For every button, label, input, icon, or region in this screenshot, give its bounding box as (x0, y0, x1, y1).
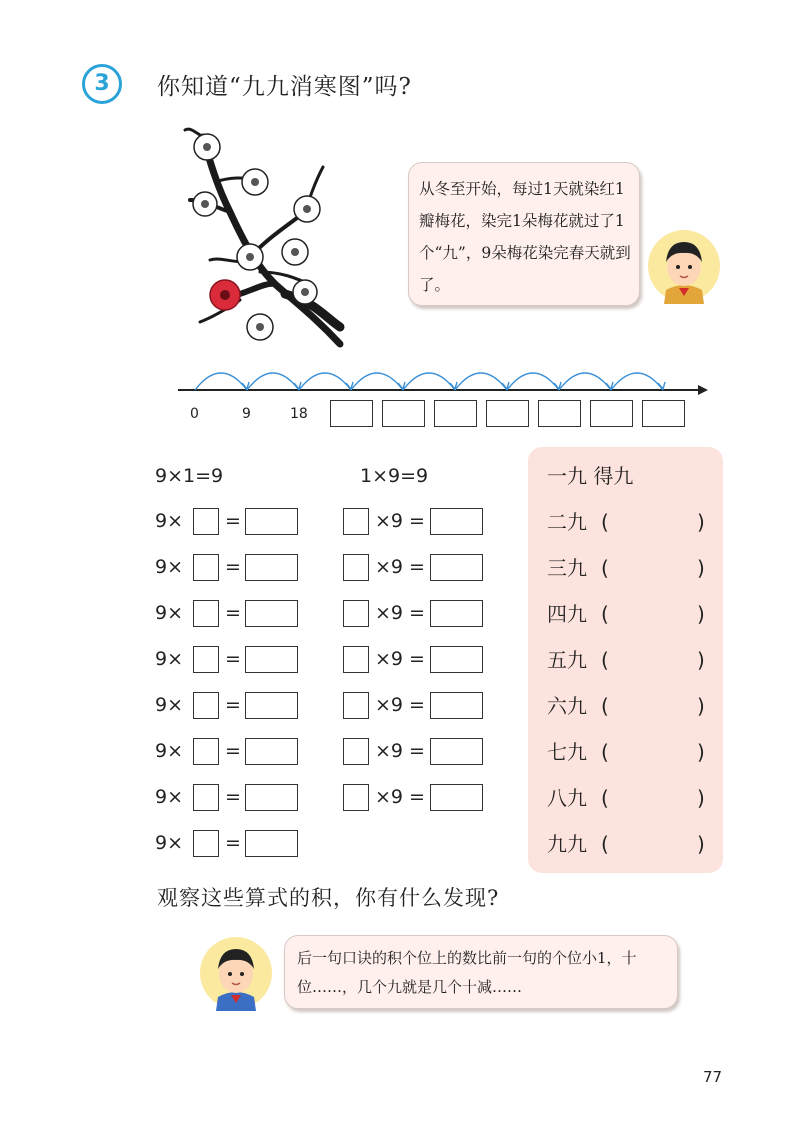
product-blank[interactable] (430, 554, 483, 581)
jump-arc (247, 373, 299, 390)
multiplier-blank[interactable] (193, 508, 219, 535)
number-line-blank[interactable] (382, 400, 425, 427)
open-paren: ( (601, 786, 609, 810)
product-blank[interactable] (245, 600, 298, 627)
close-paren: ) (697, 694, 705, 718)
equals-sign: = (409, 786, 425, 808)
equals-sign: = (409, 694, 425, 716)
number-line-blank[interactable] (434, 400, 477, 427)
number-line-blank[interactable] (642, 400, 685, 427)
rhyme-line-label: 三九 (547, 556, 587, 580)
product-blank[interactable] (245, 738, 298, 765)
jump-arc (195, 373, 247, 390)
equation-prefix: 9× (155, 648, 184, 670)
hint-text-bottom: 后一句口诀的积个位上的数比前一句的个位小1，十位……，几个九就是几个十减…… (297, 949, 637, 996)
product-blank[interactable] (245, 692, 298, 719)
jump-arc (507, 373, 559, 390)
product-blank[interactable] (430, 600, 483, 627)
plum-blossom-illustration (155, 112, 355, 352)
equals-sign: = (225, 602, 241, 624)
equation-prefix: 9× (155, 786, 184, 808)
equals-sign: = (409, 740, 425, 762)
multiplier-blank[interactable] (193, 600, 219, 627)
open-paren: ( (601, 510, 609, 534)
jump-arc (403, 373, 455, 390)
equals-sign: = (225, 648, 241, 670)
open-paren: ( (601, 556, 609, 580)
page-number: 77 (703, 1068, 723, 1086)
jump-arc (611, 373, 663, 390)
multiplicand-blank[interactable] (343, 738, 369, 765)
equation-prefix: 9× (155, 832, 184, 854)
equals-sign: = (225, 510, 241, 532)
product-blank[interactable] (430, 692, 483, 719)
equals-sign: = (225, 694, 241, 716)
product-blank[interactable] (245, 554, 298, 581)
equals-sign: = (409, 648, 425, 670)
equation-1x9: 1×9=9 (360, 465, 429, 487)
rhyme-line-label: 二九 (547, 510, 587, 534)
product-blank[interactable] (430, 508, 483, 535)
equation-suffix: ×9 (375, 786, 404, 808)
rhyme-line-label: 九九 (547, 832, 587, 856)
equation-suffix: ×9 (375, 510, 404, 532)
close-paren: ) (697, 786, 705, 810)
product-blank[interactable] (245, 784, 298, 811)
rhyme-line-first: 一九 得九 (547, 464, 634, 488)
open-paren: ( (601, 602, 609, 626)
number-line-blank[interactable] (486, 400, 529, 427)
close-paren: ) (697, 832, 705, 856)
observe-question: 观察这些算式的积，你有什么发现? (157, 886, 500, 910)
hint-text-top: 从冬至开始，每过1天就染红1瓣梅花，染完1朵梅花就过了1个“九”，9朵梅花染完春天就到了。 (419, 180, 631, 294)
equals-sign: = (225, 786, 241, 808)
product-blank[interactable] (430, 784, 483, 811)
number-line-blank[interactable] (590, 400, 633, 427)
close-paren: ) (697, 740, 705, 764)
number-line-blank[interactable] (538, 400, 581, 427)
tick-label-18: 18 (290, 406, 308, 422)
equation-suffix: ×9 (375, 694, 404, 716)
equation-suffix: ×9 (375, 602, 404, 624)
equals-sign: = (225, 832, 241, 854)
multiplicand-blank[interactable] (343, 646, 369, 673)
multiplicand-blank[interactable] (343, 692, 369, 719)
equals-sign: = (225, 556, 241, 578)
multiplicand-blank[interactable] (343, 554, 369, 581)
product-blank[interactable] (430, 646, 483, 673)
question-number-badge: 3 (82, 64, 122, 104)
multiplier-blank[interactable] (193, 692, 219, 719)
close-paren: ) (697, 648, 705, 672)
equals-sign: = (225, 740, 241, 762)
open-paren: ( (601, 694, 609, 718)
equation-prefix: 9× (155, 510, 184, 532)
open-paren: ( (601, 648, 609, 672)
open-paren: ( (601, 740, 609, 764)
close-paren: ) (697, 556, 705, 580)
close-paren: ) (697, 510, 705, 534)
product-blank[interactable] (245, 508, 298, 535)
open-paren: ( (601, 832, 609, 856)
equation-suffix: ×9 (375, 740, 404, 762)
equation-suffix: ×9 (375, 556, 404, 578)
equation-prefix: 9× (155, 556, 184, 578)
equation-prefix: 9× (155, 602, 184, 624)
boy-avatar-top (648, 228, 720, 304)
rhyme-line-label: 六九 (547, 694, 587, 718)
equals-sign: = (409, 556, 425, 578)
equals-sign: = (409, 510, 425, 532)
question-title: 你知道“九九消寒图”吗? (157, 74, 412, 100)
multiplicand-blank[interactable] (343, 600, 369, 627)
multiplier-blank[interactable] (193, 646, 219, 673)
blossom-red (210, 280, 240, 310)
jump-arc (351, 373, 403, 390)
rhyme-line-label: 七九 (547, 740, 587, 764)
multiplier-blank[interactable] (193, 738, 219, 765)
equals-sign: = (409, 602, 425, 624)
jump-arc (299, 373, 351, 390)
equation-prefix: 9× (155, 694, 184, 716)
number-line-blank[interactable] (330, 400, 373, 427)
product-blank[interactable] (245, 830, 298, 857)
multiplicand-blank[interactable] (343, 784, 369, 811)
tick-label-0: 0 (190, 406, 199, 422)
multiplier-blank[interactable] (193, 784, 219, 811)
jump-arc (455, 373, 507, 390)
rhyme-line-label: 五九 (547, 648, 587, 672)
multiplier-blank[interactable] (193, 830, 219, 857)
multiplier-blank[interactable] (193, 554, 219, 581)
product-blank[interactable] (430, 738, 483, 765)
hint-bubble-top (408, 162, 640, 306)
jump-arc (559, 373, 611, 390)
equation-9x1: 9×1=9 (155, 465, 224, 487)
tick-label-9: 9 (242, 406, 251, 422)
boy-avatar-bottom (200, 935, 272, 1011)
hint-bubble-bottom (284, 935, 678, 1009)
close-paren: ) (697, 602, 705, 626)
equation-suffix: ×9 (375, 648, 404, 670)
equation-prefix: 9× (155, 740, 184, 762)
product-blank[interactable] (245, 646, 298, 673)
multiplicand-blank[interactable] (343, 508, 369, 535)
rhyme-line-label: 四九 (547, 602, 587, 626)
rhyme-line-label: 八九 (547, 786, 587, 810)
